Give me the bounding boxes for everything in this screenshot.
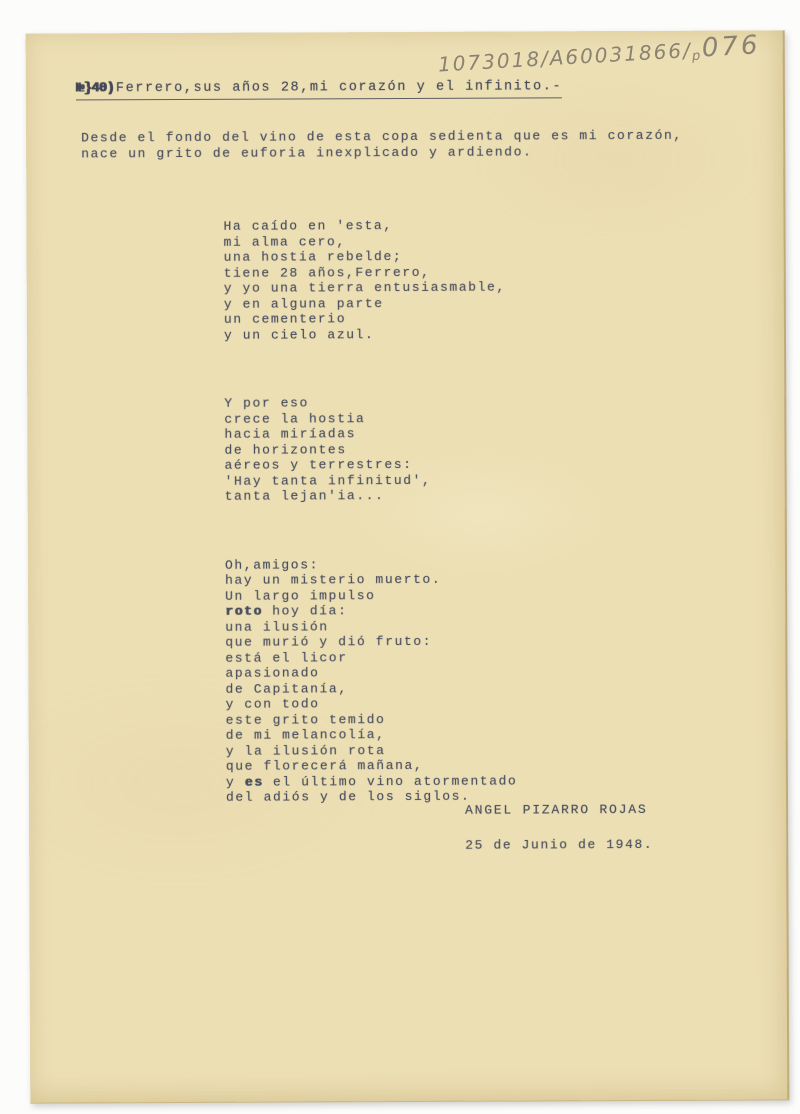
poem-line: hacia miríadas — [224, 426, 357, 442]
poem-line: de Capitanía, — [225, 680, 348, 697]
intro-paragraph — [81, 128, 683, 162]
poem-line: y en alguna parte — [223, 295, 384, 312]
poem-line: que murió y dió fruto: — [225, 633, 433, 650]
intro-line: Desde el fondo del vino de esta copa sedienta que es mi corazón, — [81, 127, 683, 146]
poem-line: hay un misterio muerto. — [225, 571, 442, 588]
poem-line: tanta lejan'ia... — [224, 488, 385, 504]
poem-line: este grito temido — [225, 711, 386, 728]
intro-line: nace un grito de euforia inexplicado y ardiendo. — [81, 143, 533, 161]
document-date: 25 de Junio de 1948. — [465, 836, 654, 853]
poem-line: Oh,amigos: — [224, 556, 320, 573]
poem-line: está el licor — [225, 649, 348, 666]
handwritten-reference-code — [437, 30, 768, 79]
poem-stanza-2 — [224, 395, 516, 505]
poem-line: un cementerio — [223, 311, 347, 327]
poem-line: Un largo impulso — [225, 587, 376, 604]
poem-line: aéreos y terrestres: — [224, 456, 413, 473]
poem-line: roto hoy día: — [225, 603, 348, 619]
title-text: Ferrero,sus años 28,mi corazón y el infinito.- — [115, 79, 563, 97]
poem-line: y yo una tierra entusiasmable, — [223, 279, 506, 296]
poem-line: y un cielo azul. — [223, 326, 375, 343]
poem-line: apasionado — [225, 665, 320, 681]
poem — [223, 187, 517, 859]
poem-line: del adiós y de los siglos. — [225, 788, 471, 805]
document-title — [76, 79, 562, 100]
poem-line: una hostia rebelde; — [223, 249, 403, 265]
poem-line: 'Hay tanta infinitud', — [224, 472, 432, 489]
poem-line: crece la hostia — [224, 410, 366, 427]
reference-code-main: 1073018/A60031866/ — [437, 38, 693, 77]
poem-line: tiene 28 años,Ferrero, — [223, 264, 431, 281]
reference-code-page-number: 076 — [701, 30, 762, 64]
poem-line: y es el último vino atormentado — [225, 773, 518, 790]
author-signature: ANGEL PIZARRO ROJAS — [465, 801, 648, 818]
reference-code-page-letter: p — [691, 48, 703, 65]
document-page — [26, 30, 790, 1103]
poem-line: una ilusión — [225, 618, 329, 635]
poem-line: Ha caído en 'esta, — [223, 218, 393, 234]
poem-stanza-3 — [225, 556, 518, 805]
poem-line: que florecerá mañana, — [225, 757, 424, 774]
poem-line: de mi melancolía, — [225, 727, 386, 743]
poem-line: Y por eso — [224, 395, 309, 411]
poem-line: mi alma cero, — [223, 233, 346, 250]
poem-stanza-1 — [223, 218, 515, 343]
poem-line: de horizontes — [224, 441, 347, 458]
poem-line: y la ilusión rota — [225, 742, 386, 759]
title-overstrike-prefix: №}40) — [75, 81, 114, 97]
poem-line: y con todo — [225, 696, 320, 712]
